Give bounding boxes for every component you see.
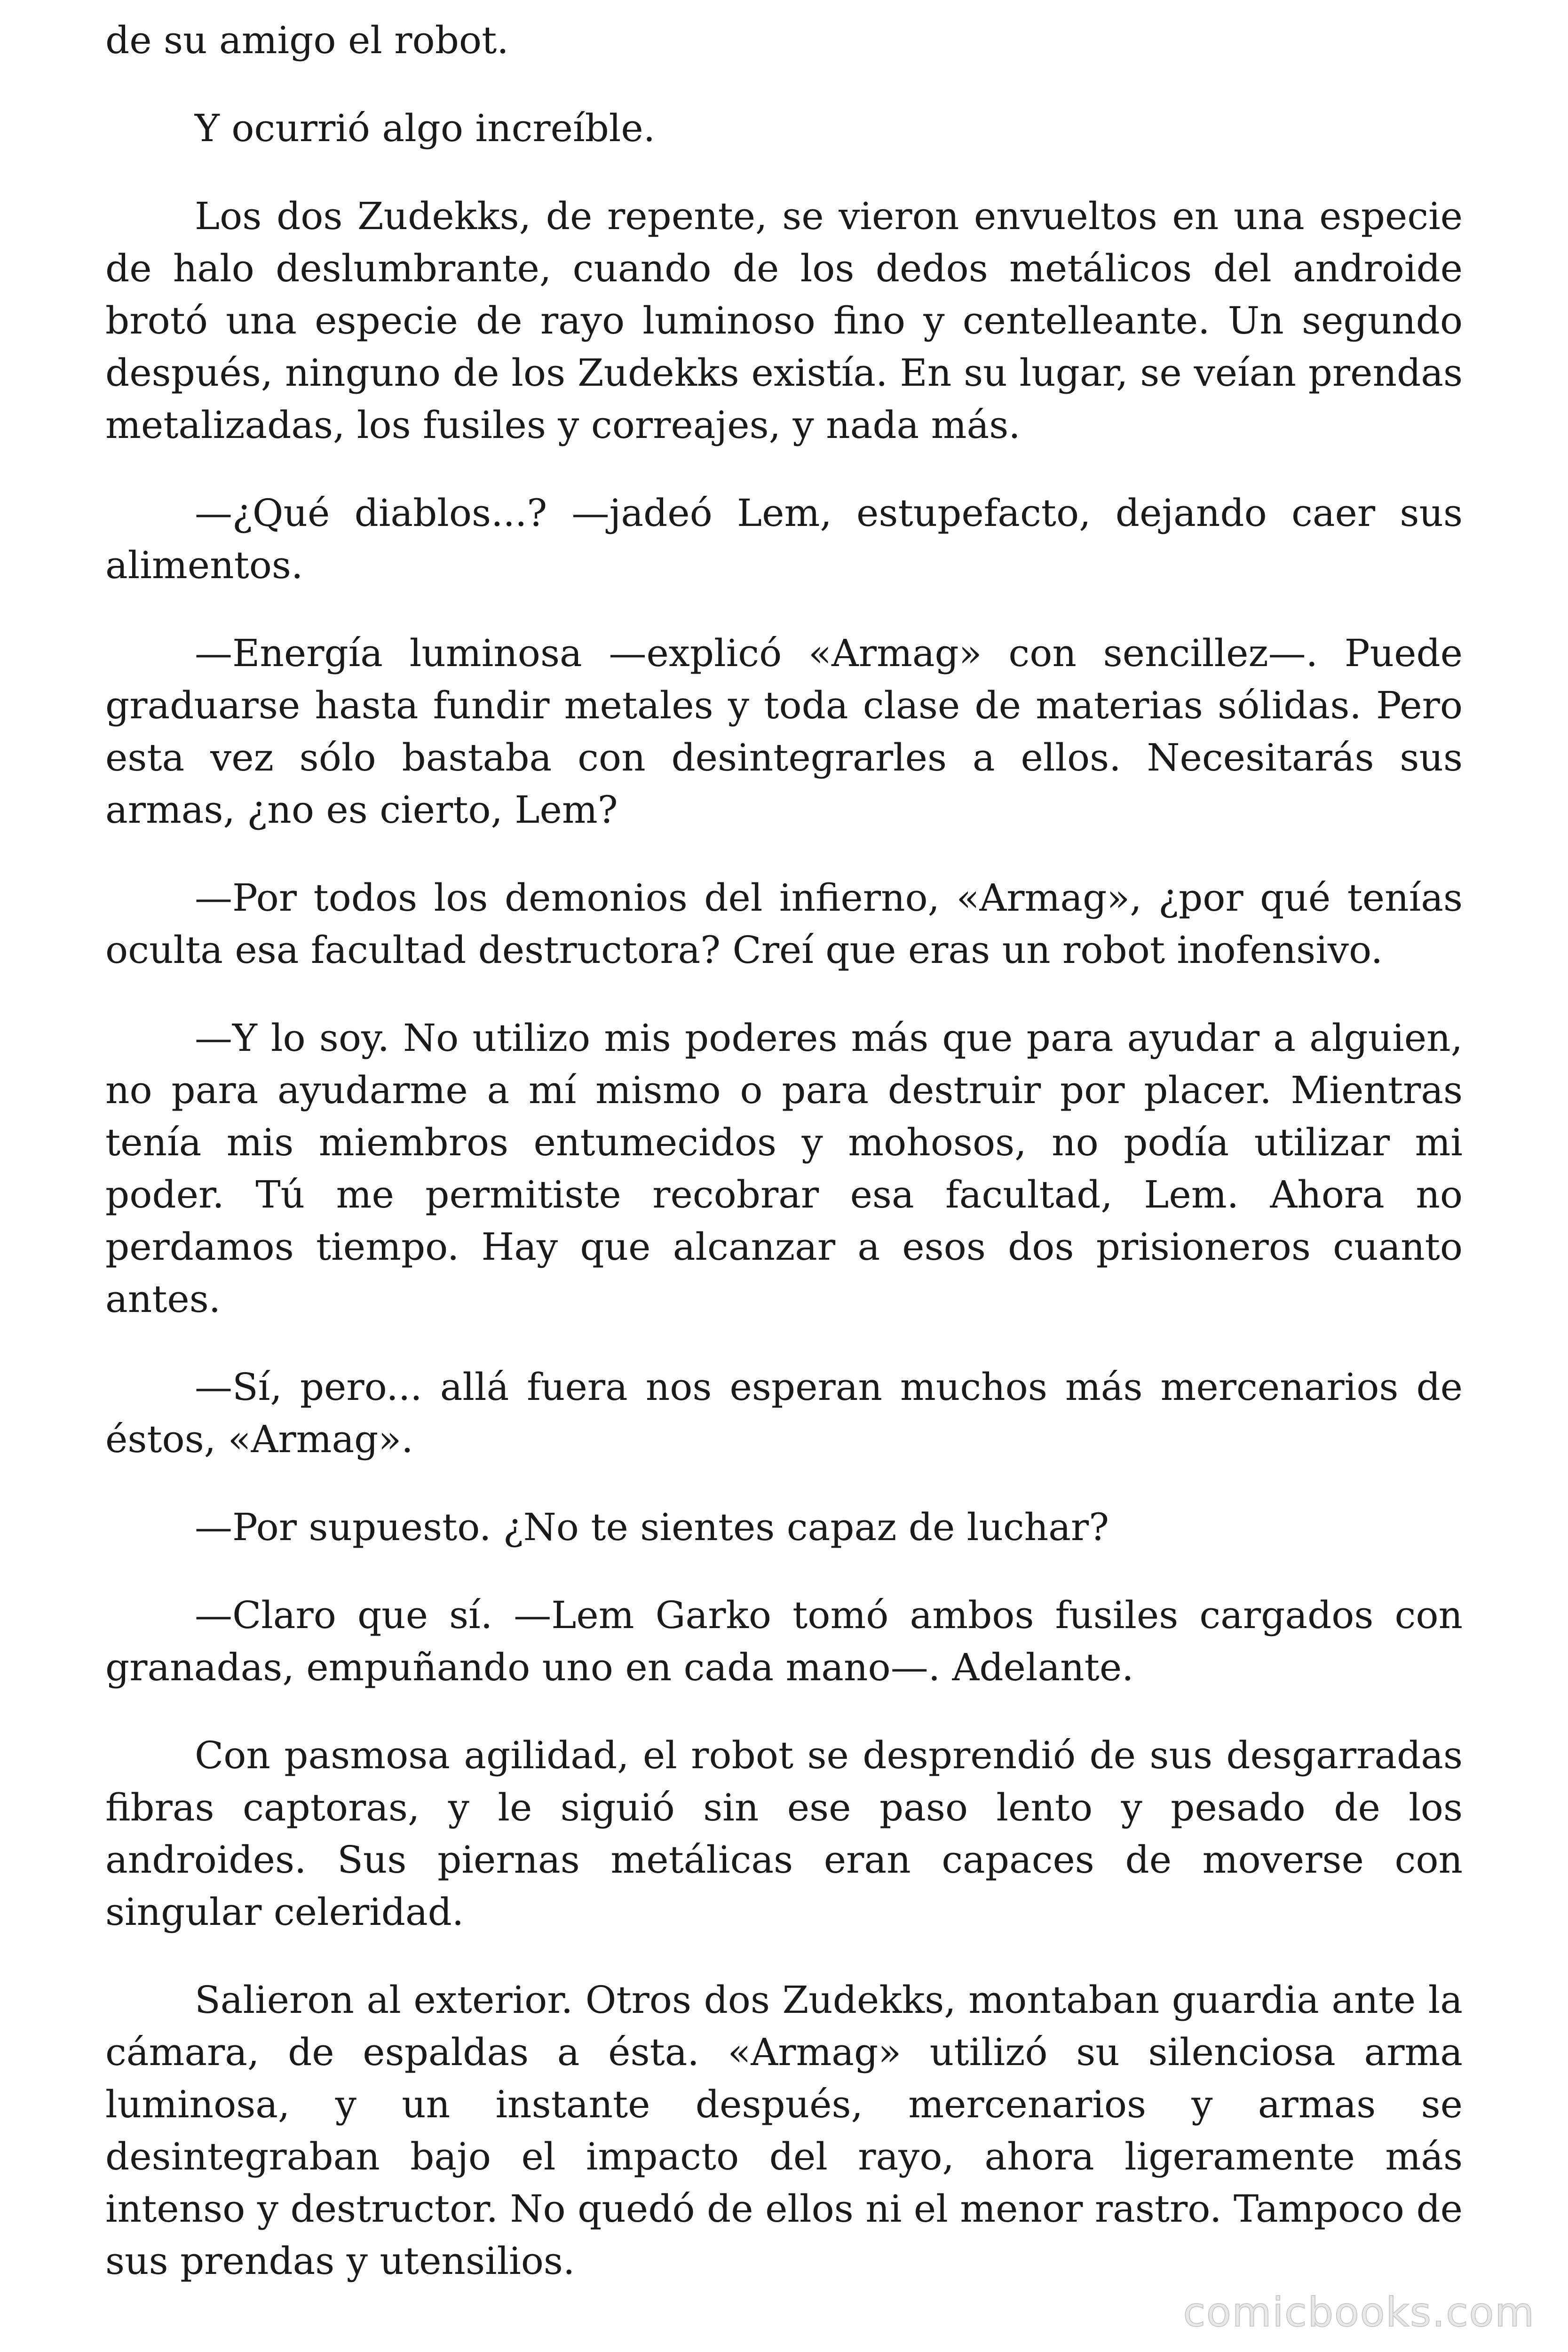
paragraph: —¿Qué diablos...? —jadeó Lem, estupefacto, dejando caer sus alimentos.	[105, 491, 1463, 587]
paragraph: Salieron al exterior. Otros dos Zudekks, montaban guardia ante la cámara, de espaldas a ésta. «Armag» utilizó su silenciosa arma luminosa, y un instante después, mercenarios y armas se desintegraban bajo el impacto del rayo, ahora ligeramente más intenso y destructor. No quedó de ellos ni el menor rastro. Tampoco de sus prendas y utensilios.	[105, 1978, 1463, 2283]
paragraph: —Claro que sí. —Lem Garko tomó ambos fusiles cargados con granadas, empuñando uno en cada mano—. Adelante.	[105, 1593, 1463, 1689]
paragraph: Con pasmosa agilidad, el robot se desprendió de sus desgarradas fibras captoras, y le siguió sin ese paso lento y pesado de los androides. Sus piernas metálicas eran capaces de moverse con singular celeridad.	[105, 1733, 1463, 1934]
paragraph-continuation: de su amigo el robot.	[105, 18, 509, 62]
paragraph: —Por todos los demonios del infierno, «Armag», ¿por qué tenías oculta esa facultad destructora? Creí que eras un robot inofensivo.	[105, 876, 1463, 972]
paragraph: Y ocurrió algo increíble.	[195, 106, 656, 150]
paragraph: —Energía luminosa —explicó «Armag» con sencillez—. Puede graduarse hasta fundir metales y toda clase de materias sólidas. Pero esta vez sólo bastaba con desintegrarles a ellos. Necesitarás sus armas, ¿no es cierto, Lem?	[105, 631, 1463, 832]
paragraph: —Y lo soy. No utilizo mis poderes más que para ayudar a alguien, no para ayudarme a mí mismo o para destruir por placer. Mientras tenía mis miembros entumecidos y mohosos, no podía utilizar mi poder. Tú me permitiste recobrar esa facultad, Lem. Ahora no perdamos tiempo. Hay que alcanzar a esos dos prisioneros cuanto antes.	[105, 1016, 1463, 1321]
watermark: comicbooks.com	[1183, 2289, 1535, 2336]
page-text	[105, 14, 1463, 2323]
paragraph: Los dos Zudekks, de repente, se vieron envueltos en una especie de halo deslumbrante, cuando de los dedos metálicos del androide brotó una especie de rayo luminoso fino y centelleante. Un segundo después, ninguno de los Zudekks existía. En su lugar, se veían prendas metalizadas, los fusiles y correajes, y nada más.	[105, 194, 1463, 447]
paragraph: —Sí, pero... allá fuera nos esperan muchos más mercenarios de éstos, «Armag».	[105, 1365, 1463, 1461]
paragraph: —Por supuesto. ¿No te sientes capaz de luchar?	[195, 1505, 1109, 1549]
